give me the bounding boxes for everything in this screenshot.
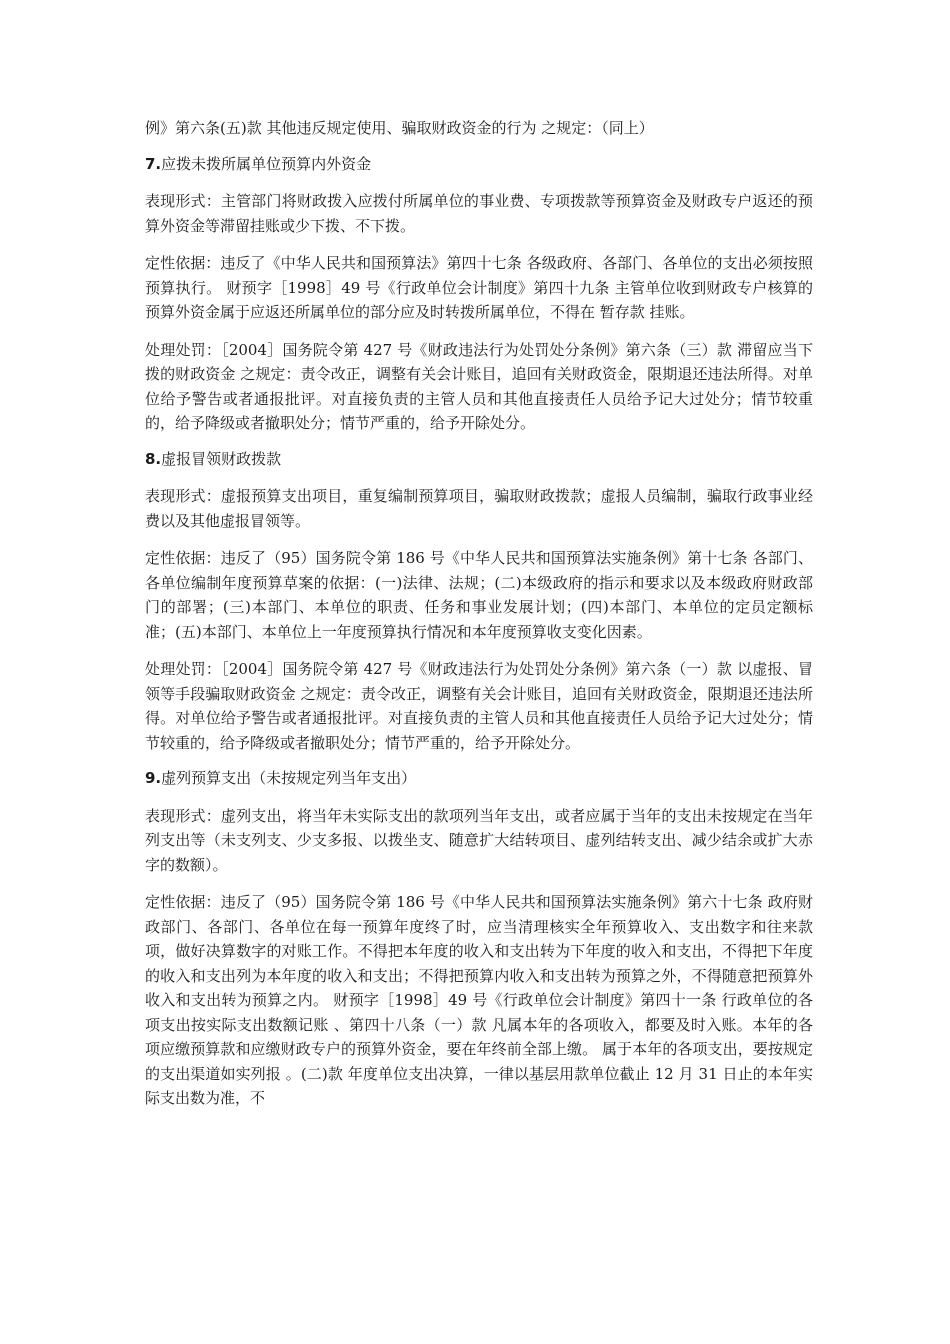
section-7	[145, 152, 813, 436]
section-title: 虚列预算支出（未按规定列当年支出）	[161, 769, 417, 787]
document-page	[145, 116, 813, 1124]
section-8	[145, 447, 813, 756]
basis-paragraph: 定性依据：违反了（95）国务院令第 186 号《中华人民共和国预算法实施条例》第六十七条 政府财政部门、各部门、各单位在每一预算年度终了时，应当清理核实全年预算收入、支出数字和往来款项，做好决算数字的对账工作。不得把本年度的收入和支出转为下年度的收入和支出，不得把下年度的收入和支出列为本年度的收入和支出；不得把预算内收入和支出转为预算之外，不得随意把预算外收入和支出转为预算之内。 财预字［1998］49 号《行政单位会计制度》第四十一条 行政单位的各项支出按实际支出数额记账 、第四十八条（一）款 凡属本年的各项收入，都要及时入账。本年的各项应缴预算款和应缴财政专户的预算外资金，要在年终前全部上缴。 属于本年的各项支出，要按规定的支出渠道如实列报 。(二)款 年度单位支出决算，一律以基层用款单位截止 12 月 31 日止的本年实际支出数为准，不	[145, 893, 813, 1107]
intro-paragraph: 例》第六条(五)款 其他违反规定使用、骗取财政资金的行为 之规定：（同上）	[145, 119, 654, 137]
basis-paragraph: 定性依据：违反了《中华人民共和国预算法》第四十七条 各级政府、各部门、各单位的支出必须按照预算执行。 财预字［1998］49 号《行政单位会计制度》第四十九条 主管单位收到财政专户核算的预算外资金属于应返还所属单位的部分应及时转拨所属单位，不得在 暂存款 挂账。	[145, 254, 813, 321]
section-number: 8.	[145, 449, 162, 468]
section-number: 9.	[145, 769, 162, 787]
basis-paragraph: 定性依据：违反了（95）国务院令第 186 号《中华人民共和国预算法实施条例》第十七条 各部门、各单位编制年度预算草案的依据：(一)法律、法规；(二)本级政府的指示和要求以及本级政府财政部门的部署；(三)本部门、本单位的职责、任务和事业发展计划；(四)本部门、本单位的定员定额标准；(五)本部门、本单位上一年度预算执行情况和本年度预算收支变化因素。	[145, 549, 813, 641]
section-title: 虚报冒领财政拨款	[161, 449, 282, 468]
section-title: 应拨未拨所属单位预算内外资金	[161, 154, 372, 173]
section-heading	[145, 447, 813, 472]
manifestation-paragraph: 表现形式：虚列支出，将当年未实际支出的款项列当年支出，或者应属于当年的支出未按规定在当年列支出等（未支列支、少支多报、以拨坐支、随意扩大结转项目、虚列结转支出、减少结余或扩大赤字的数额）。	[145, 806, 813, 874]
penalty-paragraph: 处理处罚：［2004］国务院令第 427 号《财政违法行为处罚处分条例》第六条（一）款 以虚报、冒领等手段骗取财政资金 之规定：责令改正，调整有关会计账目，追回有关财政资金，限期退还违法所得。对单位给予警告或者通报批评。对直接负责的主管人员和其他直接责任人员给予记大过处分；情节较重的，给予降级或者撤职处分；情节严重的，给予开除处分。	[145, 660, 813, 752]
manifestation-paragraph: 表现形式：虚报预算支出项目，重复编制预算项目，骗取财政拨款；虚报人员编制，骗取行政事业经费以及其他虚报冒领等。	[145, 487, 813, 530]
section-number: 7.	[145, 154, 162, 173]
penalty-paragraph: 处理处罚：［2004］国务院令第 427 号《财政违法行为处罚处分条例》第六条（三）款 滞留应当下拨的财政资金 之规定：责令改正，调整有关会计账目，追回有关财政资金，限期退还违法所得。对单位给予警告或者通报批评。对直接负责的主管人员和其他直接责任人员给予记大过处分；情节较重的，给予降级或者撤职处分；情节严重的，给予开除处分。	[145, 340, 813, 432]
section-9	[145, 766, 813, 1111]
section-heading	[145, 766, 813, 791]
manifestation-paragraph: 表现形式：主管部门将财政拨入应拨付所属单位的事业费、专项拨款等预算资金及财政专户返还的预算外资金等滞留挂账或少下拨、不下拨。	[145, 192, 813, 235]
section-heading	[145, 152, 813, 177]
